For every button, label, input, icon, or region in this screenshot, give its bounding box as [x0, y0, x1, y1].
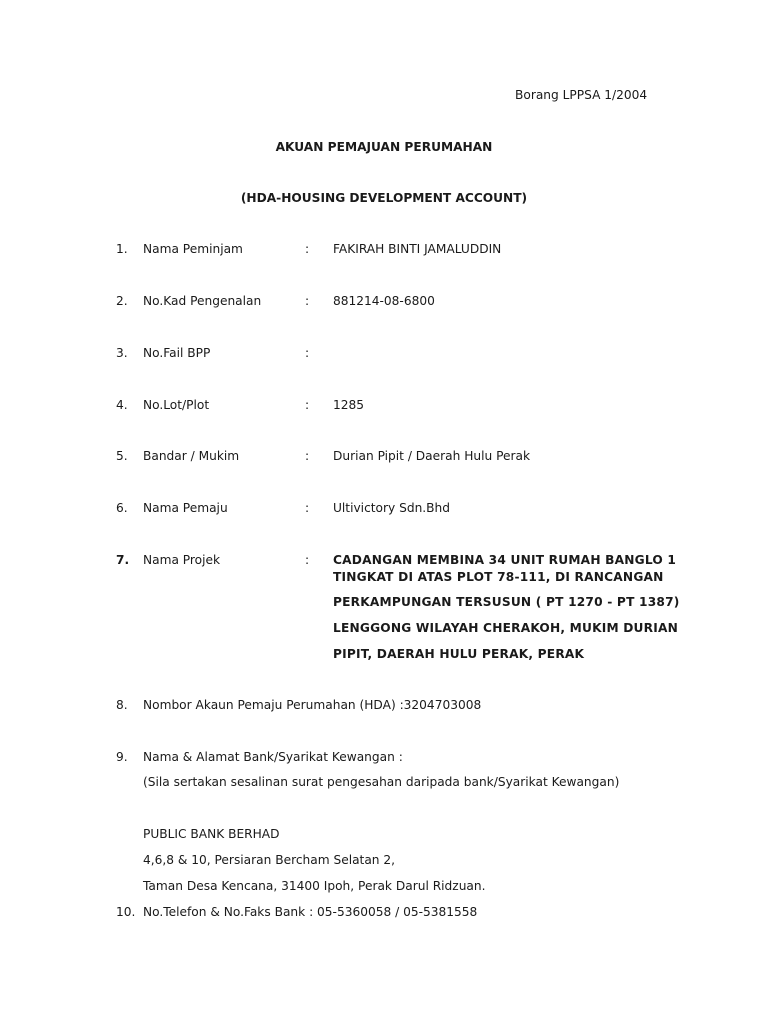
form-code: Borang LPPSA 1/2004: [515, 88, 648, 102]
hda-account-line: Nombor Akaun Pemaju Perumahan (HDA) :3204703008: [143, 698, 482, 712]
field-label-kad-pengenalan: No.Kad Pengenalan: [143, 294, 262, 308]
field-label-nama-pemaju: Nama Pemaju: [143, 501, 228, 515]
item-number: 5.: [116, 449, 128, 463]
field-colon: :: [305, 242, 310, 256]
field-value-lot-plot: 1285: [333, 398, 365, 412]
item-number: 6.: [116, 501, 128, 515]
field-label-bandar-mukim: Bandar / Mukim: [143, 449, 240, 463]
project-description-line: PIPIT, DAERAH HULU PERAK, PERAK: [333, 647, 585, 661]
item-number: 2.: [116, 294, 128, 308]
field-colon: :: [305, 449, 310, 463]
item-number: 7.: [116, 553, 130, 567]
field-value-nama-peminjam: FAKIRAH BINTI JAMALUDDIN: [333, 242, 502, 256]
item-number: 4.: [116, 398, 128, 412]
bank-address-heading: Nama & Alamat Bank/Syarikat Kewangan :: [143, 750, 403, 764]
document-title: AKUAN PEMAJUAN PERUMAHAN: [275, 140, 493, 154]
bank-name: PUBLIC BANK BERHAD: [143, 827, 280, 841]
project-description-line: CADANGAN MEMBINA 34 UNIT RUMAH BANGLO 1: [333, 553, 677, 567]
field-label-nama-projek: Nama Projek: [143, 553, 221, 567]
field-label-nama-peminjam: Nama Peminjam: [143, 242, 243, 256]
item-number: 9.: [116, 750, 128, 764]
bank-address-line: 4,6,8 & 10, Persiaran Bercham Selatan 2,: [143, 853, 396, 867]
project-description-line: PERKAMPUNGAN TERSUSUN ( PT 1270 - PT 1387): [333, 595, 680, 609]
field-label-lot-plot: No.Lot/Plot: [143, 398, 210, 412]
project-description-line: LENGGONG WILAYAH CHERAKOH, MUKIM DURIAN: [333, 621, 679, 635]
document-subtitle: (HDA-HOUSING DEVELOPMENT ACCOUNT): [240, 191, 528, 205]
field-colon: :: [305, 346, 310, 360]
bank-letter-note: (Sila sertakan sesalinan surat pengesahan daripada bank/Syarikat Kewangan): [143, 775, 620, 789]
field-label-fail-bpp: No.Fail BPP: [143, 346, 211, 360]
field-value-nama-pemaju: Ultivictory Sdn.Bhd: [333, 501, 450, 515]
project-description-line: TINGKAT DI ATAS PLOT 78-111, DI RANCANGAN: [333, 570, 664, 584]
item-number: 10.: [116, 905, 136, 919]
bank-phone-fax-line: No.Telefon & No.Faks Bank : 05-5360058 / 05-5381558: [143, 905, 478, 919]
bank-address-line: Taman Desa Kencana, 31400 Ipoh, Perak Darul Ridzuan.: [143, 879, 486, 893]
field-colon: :: [305, 553, 310, 567]
field-colon: :: [305, 398, 310, 412]
item-number: 3.: [116, 346, 128, 360]
field-colon: :: [305, 501, 310, 515]
field-value-kad-pengenalan: 881214-08-6800: [333, 294, 435, 308]
field-colon: :: [305, 294, 310, 308]
field-value-bandar-mukim: Durian Pipit / Daerah Hulu Perak: [333, 449, 531, 463]
item-number: 1.: [116, 242, 128, 256]
item-number: 8.: [116, 698, 128, 712]
